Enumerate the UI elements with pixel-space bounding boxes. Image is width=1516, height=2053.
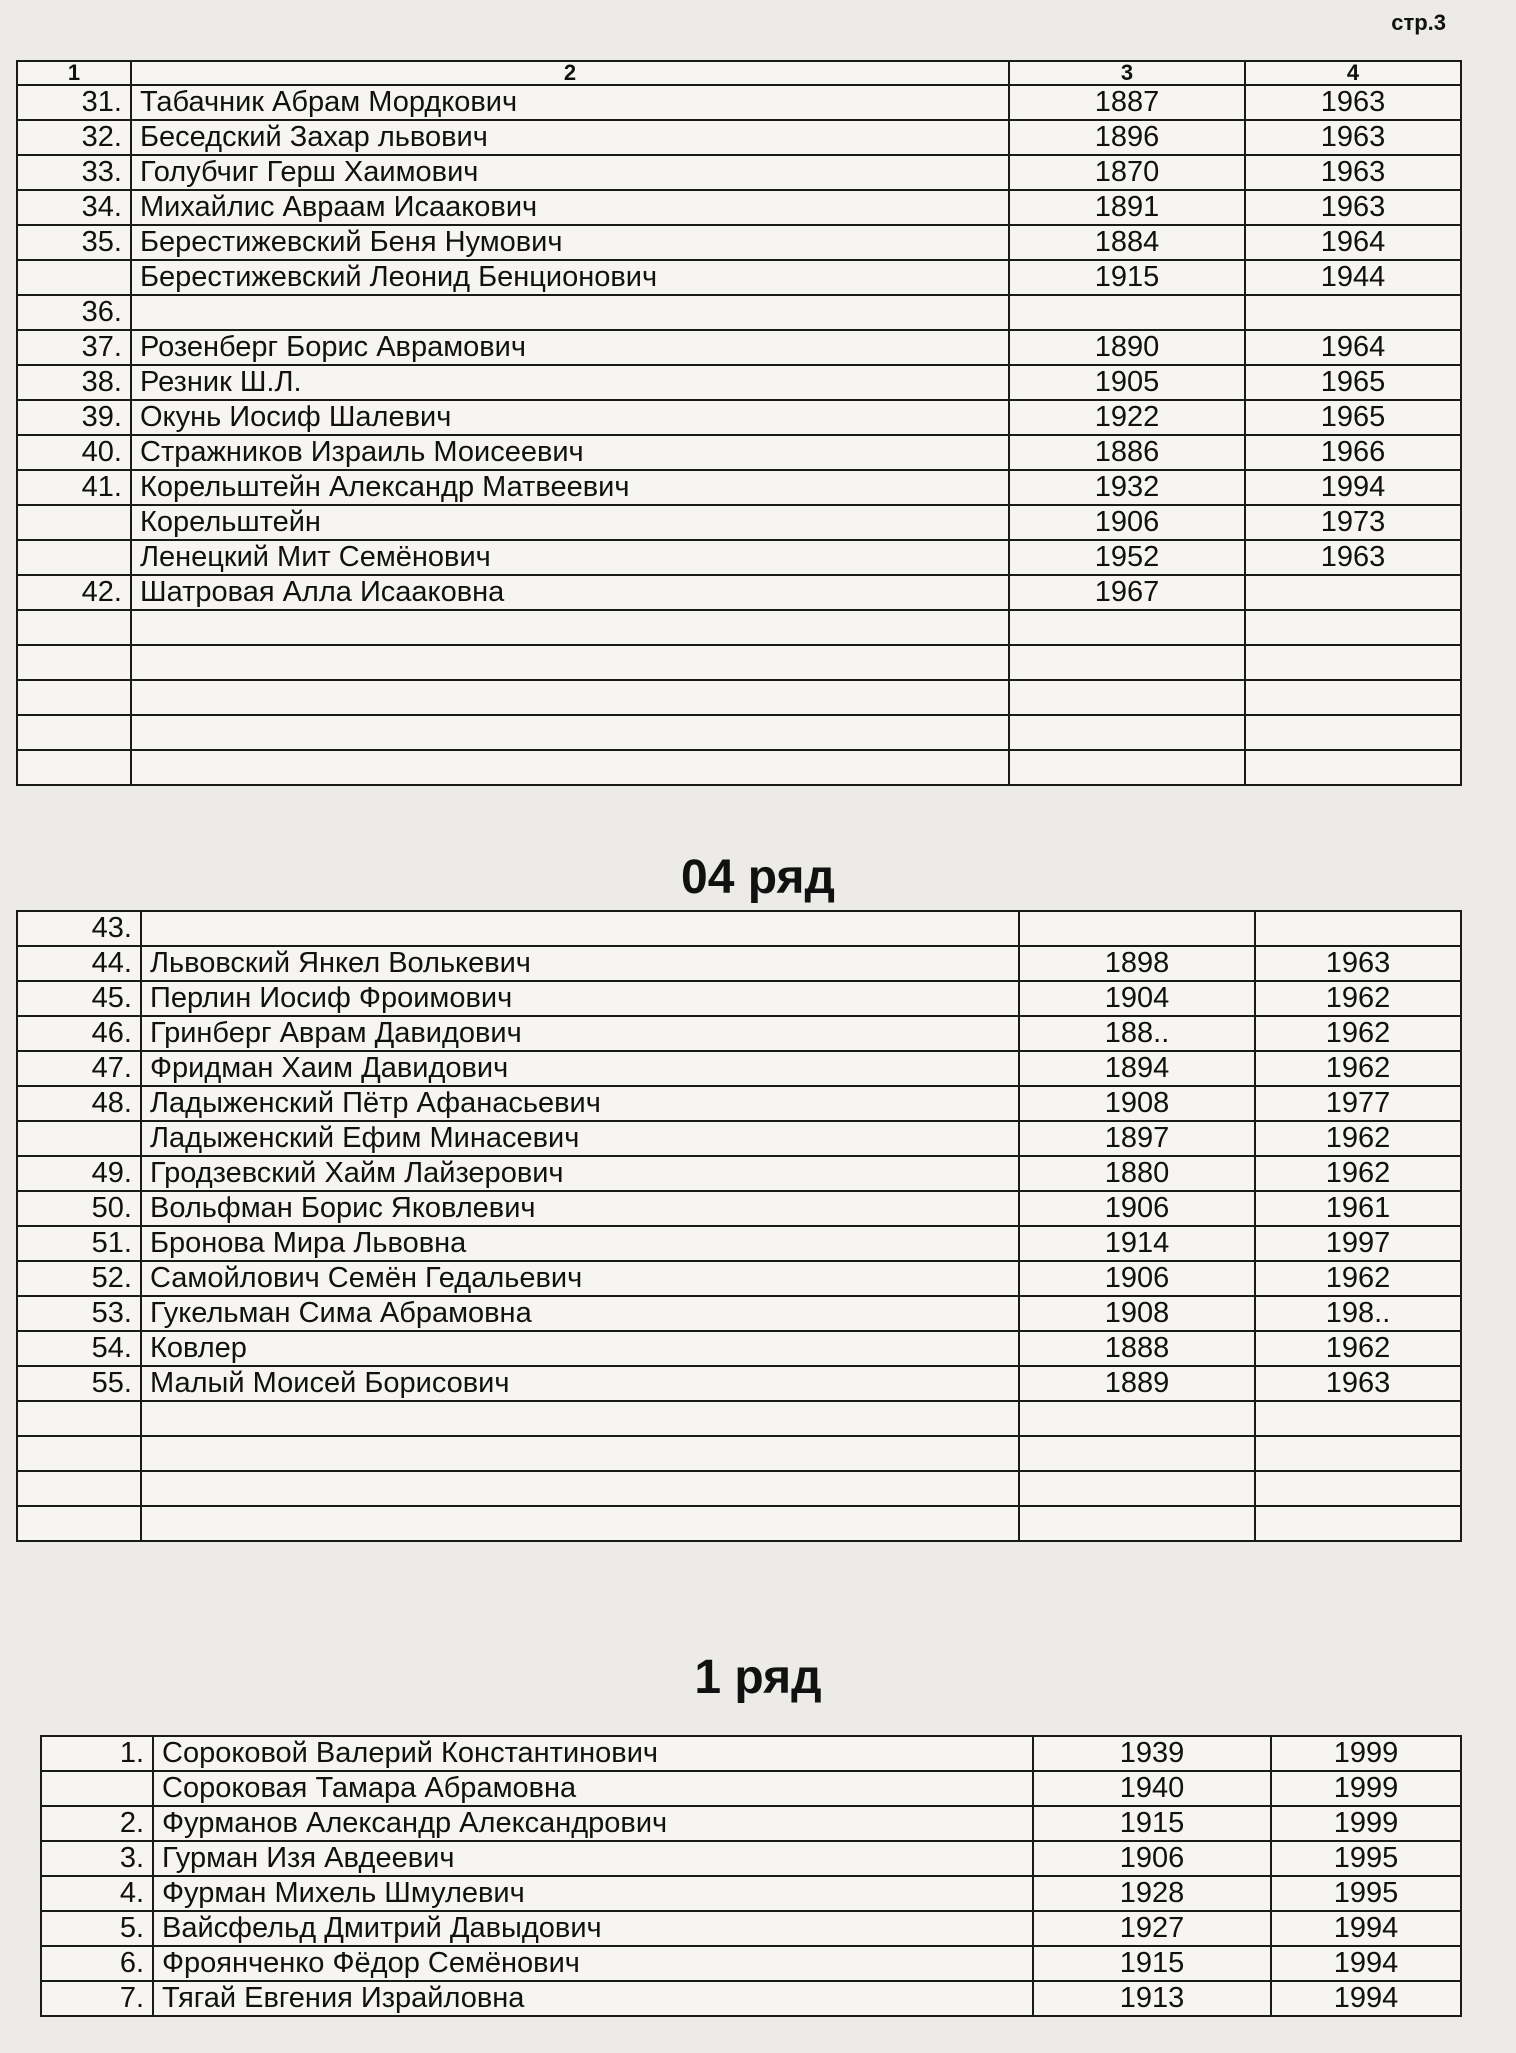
cell-number: 41. <box>17 470 131 505</box>
cell-birth-year <box>1009 680 1245 715</box>
cell-death-year <box>1245 715 1461 750</box>
cell-birth-year: 1890 <box>1009 330 1245 365</box>
cell-death-year <box>1255 1401 1461 1436</box>
table-row <box>41 1946 1461 1981</box>
cell-name: Берестижевский Леонид Бенционович <box>131 260 1009 295</box>
cell-death-year: 1994 <box>1271 1981 1461 2016</box>
table-row <box>41 1771 1461 1806</box>
table-row <box>17 260 1461 295</box>
cell-birth-year: 1914 <box>1019 1226 1255 1261</box>
table-row <box>17 85 1461 120</box>
cell-death-year: 1963 <box>1245 540 1461 575</box>
table-row <box>17 750 1461 785</box>
cell-birth-year: 1891 <box>1009 190 1245 225</box>
cell-birth-year: 1905 <box>1009 365 1245 400</box>
cell-death-year: 1999 <box>1271 1736 1461 1771</box>
table-row <box>17 190 1461 225</box>
cell-death-year: 1964 <box>1245 330 1461 365</box>
cell-birth-year: 1940 <box>1033 1771 1271 1806</box>
table-row <box>17 1121 1461 1156</box>
cell-death-year: 1963 <box>1245 120 1461 155</box>
table-row <box>17 400 1461 435</box>
cell-death-year <box>1245 295 1461 330</box>
cell-death-year <box>1255 911 1461 946</box>
cell-birth-year <box>1009 610 1245 645</box>
cell-name <box>131 295 1009 330</box>
cell-death-year: 1965 <box>1245 400 1461 435</box>
cell-death-year: 1999 <box>1271 1771 1461 1806</box>
burial-table-block1 <box>16 60 1462 786</box>
table-row <box>17 505 1461 540</box>
cell-name: Розенберг Борис Аврамович <box>131 330 1009 365</box>
cell-birth-year: 1889 <box>1019 1366 1255 1401</box>
cell-number: 1. <box>41 1736 153 1771</box>
cell-number <box>17 1401 141 1436</box>
cell-name <box>141 911 1019 946</box>
table-row <box>17 1331 1461 1366</box>
cell-birth-year: 1927 <box>1033 1911 1271 1946</box>
cell-name: Самойлович Семён Гедальевич <box>141 1261 1019 1296</box>
cell-death-year: 1999 <box>1271 1806 1461 1841</box>
cell-birth-year: 1884 <box>1009 225 1245 260</box>
table-row <box>17 946 1461 981</box>
cell-name: Фридман Хаим Давидович <box>141 1051 1019 1086</box>
cell-number <box>17 750 131 785</box>
cell-birth-year: 1896 <box>1009 120 1245 155</box>
block1-body <box>17 85 1461 785</box>
cell-number: 33. <box>17 155 131 190</box>
cell-birth-year: 1894 <box>1019 1051 1255 1086</box>
cell-name: Михайлис Авраам Исаакович <box>131 190 1009 225</box>
cell-birth-year: 1906 <box>1019 1191 1255 1226</box>
cell-death-year: 1977 <box>1255 1086 1461 1121</box>
cell-death-year: 1962 <box>1255 1261 1461 1296</box>
cell-name <box>141 1506 1019 1541</box>
cell-name: Голубчиг Герш Хаимович <box>131 155 1009 190</box>
table-row <box>17 330 1461 365</box>
table-row <box>17 1156 1461 1191</box>
cell-number: 34. <box>17 190 131 225</box>
cell-name: Вольфман Борис Яковлевич <box>141 1191 1019 1226</box>
table-row <box>41 1736 1461 1771</box>
cell-name: Гродзевский Хайм Лайзерович <box>141 1156 1019 1191</box>
cell-birth-year: 1952 <box>1009 540 1245 575</box>
cell-name: Сороковой Валерий Константинович <box>153 1736 1033 1771</box>
cell-name <box>131 645 1009 680</box>
cell-death-year: 1997 <box>1255 1226 1461 1261</box>
cell-number: 36. <box>17 295 131 330</box>
cell-birth-year: 1928 <box>1033 1876 1271 1911</box>
cell-death-year <box>1255 1436 1461 1471</box>
cell-birth-year: 1922 <box>1009 400 1245 435</box>
cell-number: 51. <box>17 1226 141 1261</box>
table-row <box>17 120 1461 155</box>
cell-birth-year: 1908 <box>1019 1296 1255 1331</box>
cell-birth-year <box>1019 1471 1255 1506</box>
table-header-row <box>17 61 1461 85</box>
cell-birth-year <box>1009 645 1245 680</box>
table-row <box>17 981 1461 1016</box>
column-header-name: 2 <box>131 61 1009 85</box>
cell-name: Беседский Захар львович <box>131 120 1009 155</box>
cell-name: Гурман Изя Авдеевич <box>153 1841 1033 1876</box>
table-row <box>17 1191 1461 1226</box>
cell-birth-year: 1915 <box>1009 260 1245 295</box>
cell-death-year <box>1245 645 1461 680</box>
cell-name <box>131 750 1009 785</box>
burial-table-block3 <box>40 1735 1462 2017</box>
cell-birth-year <box>1019 1401 1255 1436</box>
cell-name: Перлин Иосиф Фроимович <box>141 981 1019 1016</box>
table-row <box>17 1016 1461 1051</box>
cell-name: Корельштейн Александр Матвеевич <box>131 470 1009 505</box>
cell-death-year: 1973 <box>1245 505 1461 540</box>
table-row <box>17 155 1461 190</box>
table-row <box>17 645 1461 680</box>
cell-number <box>17 1436 141 1471</box>
cell-birth-year: 1906 <box>1033 1841 1271 1876</box>
cell-number <box>17 1121 141 1156</box>
table-row <box>17 715 1461 750</box>
cell-number <box>17 715 131 750</box>
cell-number: 42. <box>17 575 131 610</box>
table-row <box>17 1366 1461 1401</box>
cell-number: 40. <box>17 435 131 470</box>
cell-death-year: 1995 <box>1271 1876 1461 1911</box>
cell-number: 2. <box>41 1806 153 1841</box>
cell-name: Ладыженский Ефим Минасевич <box>141 1121 1019 1156</box>
cell-death-year: 198.. <box>1255 1296 1461 1331</box>
cell-death-year: 1962 <box>1255 1331 1461 1366</box>
cell-death-year: 1995 <box>1271 1841 1461 1876</box>
table-row <box>17 1296 1461 1331</box>
cell-birth-year <box>1019 1436 1255 1471</box>
cell-number <box>17 505 131 540</box>
cell-number <box>41 1771 153 1806</box>
cell-death-year: 1963 <box>1255 946 1461 981</box>
cell-name: Гринберг Аврам Давидович <box>141 1016 1019 1051</box>
cell-name <box>131 680 1009 715</box>
cell-birth-year: 1915 <box>1033 1806 1271 1841</box>
cell-name: Сороковая Тамара Абрамовна <box>153 1771 1033 1806</box>
table-row <box>17 610 1461 645</box>
cell-death-year: 1964 <box>1245 225 1461 260</box>
cell-birth-year: 1886 <box>1009 435 1245 470</box>
column-header-death-year: 4 <box>1245 61 1461 85</box>
cell-number: 47. <box>17 1051 141 1086</box>
cell-number: 46. <box>17 1016 141 1051</box>
cell-death-year: 1994 <box>1271 1946 1461 1981</box>
cell-death-year: 1962 <box>1255 1016 1461 1051</box>
cell-death-year <box>1245 680 1461 715</box>
cell-name <box>131 715 1009 750</box>
cell-number: 50. <box>17 1191 141 1226</box>
table-row <box>17 470 1461 505</box>
cell-number: 55. <box>17 1366 141 1401</box>
cell-death-year: 1962 <box>1255 1121 1461 1156</box>
cell-death-year: 1965 <box>1245 365 1461 400</box>
cell-death-year: 1994 <box>1245 470 1461 505</box>
cell-number: 37. <box>17 330 131 365</box>
cell-birth-year <box>1009 715 1245 750</box>
table-row <box>41 1806 1461 1841</box>
cell-birth-year <box>1009 750 1245 785</box>
table-row <box>17 911 1461 946</box>
cell-birth-year <box>1009 295 1245 330</box>
cell-death-year: 1962 <box>1255 1051 1461 1086</box>
cell-number: 54. <box>17 1331 141 1366</box>
cell-name: Бронова Мира Львовна <box>141 1226 1019 1261</box>
column-header-number: 1 <box>17 61 131 85</box>
cell-birth-year: 1906 <box>1019 1261 1255 1296</box>
cell-birth-year: 1967 <box>1009 575 1245 610</box>
cell-death-year: 1963 <box>1245 85 1461 120</box>
cell-death-year: 1961 <box>1255 1191 1461 1226</box>
cell-name: Гукельман Сима Абрамовна <box>141 1296 1019 1331</box>
page-number: стр.3 <box>1391 10 1446 35</box>
cell-number: 3. <box>41 1841 153 1876</box>
cell-death-year <box>1245 750 1461 785</box>
cell-death-year: 1994 <box>1271 1911 1461 1946</box>
cell-number: 38. <box>17 365 131 400</box>
cell-name <box>141 1436 1019 1471</box>
cell-name <box>141 1471 1019 1506</box>
cell-name <box>141 1401 1019 1436</box>
cell-death-year: 1963 <box>1255 1366 1461 1401</box>
table-row <box>17 1051 1461 1086</box>
table-row <box>17 1401 1461 1436</box>
cell-name: Фурманов Александр Александрович <box>153 1806 1033 1841</box>
table-row <box>41 1841 1461 1876</box>
cell-birth-year: 1888 <box>1019 1331 1255 1366</box>
cell-number <box>17 260 131 295</box>
cell-name: Малый Моисей Борисович <box>141 1366 1019 1401</box>
cell-birth-year: 1870 <box>1009 155 1245 190</box>
cell-birth-year: 1932 <box>1009 470 1245 505</box>
block2-body <box>17 911 1461 1541</box>
cell-name: Корельштейн <box>131 505 1009 540</box>
cell-number: 32. <box>17 120 131 155</box>
cell-number: 53. <box>17 1296 141 1331</box>
cell-name: Табачник Абрам Мордкович <box>131 85 1009 120</box>
cell-name: Ладыженский Пётр Афанасьевич <box>141 1086 1019 1121</box>
cell-name <box>131 610 1009 645</box>
table-row <box>17 540 1461 575</box>
section-title-row-04: 04 ряд <box>681 851 835 904</box>
table-row <box>17 1506 1461 1541</box>
cell-number: 39. <box>17 400 131 435</box>
cell-number <box>17 1471 141 1506</box>
cell-name: Берестижевский Беня Нумович <box>131 225 1009 260</box>
section-title-row-1: 1 ряд <box>694 1651 822 1704</box>
cell-number <box>17 645 131 680</box>
cell-number: 6. <box>41 1946 153 1981</box>
cell-name: Львовский Янкел Волькевич <box>141 946 1019 981</box>
cell-death-year: 1963 <box>1245 190 1461 225</box>
table-row <box>17 1261 1461 1296</box>
cell-birth-year: 1915 <box>1033 1946 1271 1981</box>
cell-number: 48. <box>17 1086 141 1121</box>
cell-name: Вайсфельд Дмитрий Давыдович <box>153 1911 1033 1946</box>
cell-name: Ленецкий Мит Семёнович <box>131 540 1009 575</box>
burial-table-block2 <box>16 910 1462 1542</box>
cell-number <box>17 1506 141 1541</box>
table-row <box>17 1226 1461 1261</box>
cell-number: 43. <box>17 911 141 946</box>
block3-body <box>41 1736 1461 2016</box>
cell-number: 4. <box>41 1876 153 1911</box>
cell-name: Фурман Михель Шмулевич <box>153 1876 1033 1911</box>
cell-number: 5. <box>41 1911 153 1946</box>
cell-birth-year: 1880 <box>1019 1156 1255 1191</box>
table-row <box>41 1981 1461 2016</box>
cell-name: Резник Ш.Л. <box>131 365 1009 400</box>
table-row <box>17 1086 1461 1121</box>
cell-birth-year <box>1019 911 1255 946</box>
table-row <box>17 575 1461 610</box>
cell-name: Шатровая Алла Исааковна <box>131 575 1009 610</box>
cell-death-year <box>1255 1506 1461 1541</box>
table-row <box>17 1436 1461 1471</box>
cell-number: 45. <box>17 981 141 1016</box>
table-row <box>17 365 1461 400</box>
cell-birth-year: 1913 <box>1033 1981 1271 2016</box>
table-row <box>41 1876 1461 1911</box>
cell-birth-year: 188.. <box>1019 1016 1255 1051</box>
cell-number <box>17 680 131 715</box>
table-row <box>17 225 1461 260</box>
cell-death-year: 1962 <box>1255 1156 1461 1191</box>
cell-birth-year: 1939 <box>1033 1736 1271 1771</box>
cell-number <box>17 540 131 575</box>
cell-death-year <box>1245 610 1461 645</box>
cell-death-year: 1963 <box>1245 155 1461 190</box>
table-row <box>17 680 1461 715</box>
cell-number: 31. <box>17 85 131 120</box>
cell-birth-year: 1904 <box>1019 981 1255 1016</box>
cell-birth-year: 1897 <box>1019 1121 1255 1156</box>
cell-birth-year: 1898 <box>1019 946 1255 981</box>
table-row <box>41 1911 1461 1946</box>
cell-birth-year <box>1019 1506 1255 1541</box>
cell-death-year: 1962 <box>1255 981 1461 1016</box>
cell-number: 52. <box>17 1261 141 1296</box>
cell-death-year <box>1255 1471 1461 1506</box>
cell-number: 7. <box>41 1981 153 2016</box>
table-row <box>17 435 1461 470</box>
cell-number <box>17 610 131 645</box>
cell-death-year <box>1245 575 1461 610</box>
cell-number: 49. <box>17 1156 141 1191</box>
cell-name: Ковлер <box>141 1331 1019 1366</box>
cell-death-year: 1944 <box>1245 260 1461 295</box>
cell-number: 35. <box>17 225 131 260</box>
cell-name: Стражников Израиль Моисеевич <box>131 435 1009 470</box>
cell-birth-year: 1887 <box>1009 85 1245 120</box>
cell-name: Окунь Иосиф Шалевич <box>131 400 1009 435</box>
cell-death-year: 1966 <box>1245 435 1461 470</box>
cell-name: Тягай Евгения Израйловна <box>153 1981 1033 2016</box>
cell-name: Фроянченко Фёдор Семёнович <box>153 1946 1033 1981</box>
table-row <box>17 295 1461 330</box>
column-header-birth-year: 3 <box>1009 61 1245 85</box>
cell-number: 44. <box>17 946 141 981</box>
table-row <box>17 1471 1461 1506</box>
cell-birth-year: 1908 <box>1019 1086 1255 1121</box>
cell-birth-year: 1906 <box>1009 505 1245 540</box>
